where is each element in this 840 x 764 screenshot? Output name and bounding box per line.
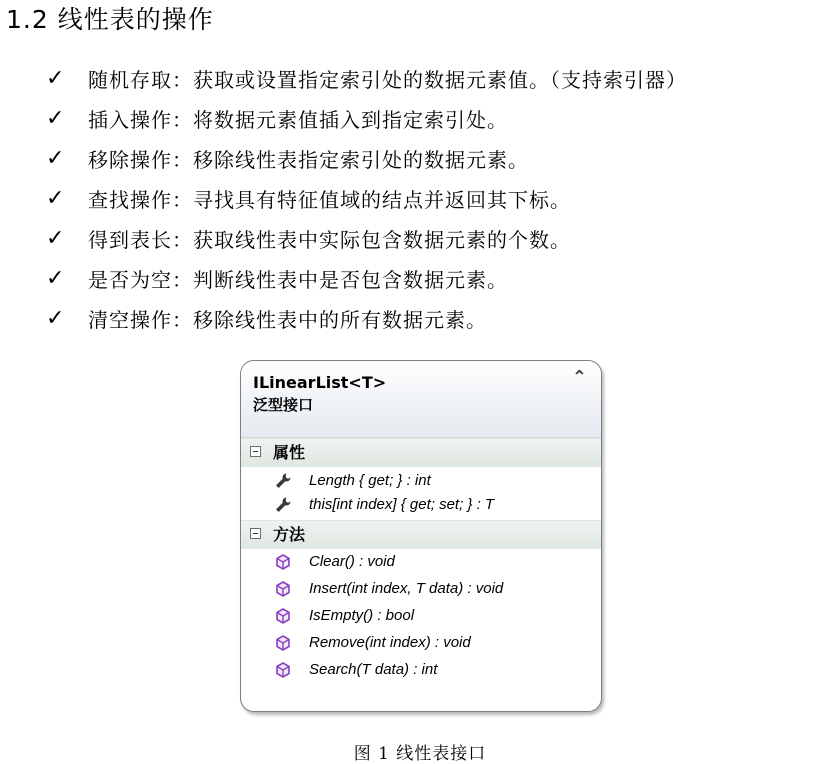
method-text: Insert(int index, T data) : void xyxy=(309,580,504,597)
list-item-text: 随机存取：获取或设置指定索引处的数据元素值。（支持索引器） xyxy=(88,67,687,92)
checkmark-icon: ✓ xyxy=(46,305,65,331)
list-item-text: 查找操作：寻找具有特征值域的结点并返回其下标。 xyxy=(88,187,571,212)
list-item xyxy=(46,58,687,98)
methods-list xyxy=(241,549,601,686)
section-heading: 1.2 线性表的操作 xyxy=(6,5,214,34)
collapse-chevron-icon[interactable]: ⌃ xyxy=(571,367,587,388)
properties-label: 属性 xyxy=(273,443,306,462)
method-text: Remove(int index) : void xyxy=(309,634,471,651)
class-diagram-box xyxy=(240,360,602,712)
figure-caption: 图 1 线性表接口 xyxy=(353,744,487,764)
collapse-toggle-icon[interactable] xyxy=(250,446,261,457)
list-item xyxy=(46,178,687,218)
method-text: IsEmpty() : bool xyxy=(309,607,415,624)
list-item-text: 得到表长：获取线性表中实际包含数据元素的个数。 xyxy=(88,227,571,252)
property-text: Length { get; } : int xyxy=(309,472,431,489)
property-item xyxy=(241,494,601,518)
method-text: Clear() : void xyxy=(309,553,395,570)
operations-list xyxy=(46,58,687,338)
list-item xyxy=(46,98,687,138)
checkmark-icon: ✓ xyxy=(46,265,65,291)
properties-list xyxy=(241,467,601,520)
method-item xyxy=(241,632,601,659)
wrench-icon xyxy=(274,472,292,490)
method-cube-icon xyxy=(274,553,292,571)
method-cube-icon xyxy=(274,634,292,652)
list-item xyxy=(46,138,687,178)
list-item-text: 插入操作：将数据元素值插入到指定索引处。 xyxy=(88,107,508,132)
method-item xyxy=(241,605,601,632)
checkmark-icon: ✓ xyxy=(46,225,65,251)
method-text: Search(T data) : int xyxy=(309,661,438,678)
checkmark-icon: ✓ xyxy=(46,105,65,131)
property-item xyxy=(241,470,601,494)
method-item xyxy=(241,551,601,578)
collapse-toggle-icon[interactable] xyxy=(250,528,261,539)
interface-kind: 泛型接口 xyxy=(253,396,314,414)
checkmark-icon: ✓ xyxy=(46,65,65,91)
property-text: this[int index] { get; set; } : T xyxy=(309,496,495,513)
interface-name: ILinearList<T> xyxy=(253,373,387,392)
list-item xyxy=(46,298,687,338)
list-item xyxy=(46,218,687,258)
list-item xyxy=(46,258,687,298)
properties-section-header[interactable] xyxy=(241,438,601,467)
method-item xyxy=(241,659,601,686)
checkmark-icon: ✓ xyxy=(46,185,65,211)
list-item-text: 移除操作：移除线性表指定索引处的数据元素。 xyxy=(88,147,529,172)
methods-label: 方法 xyxy=(273,525,306,544)
list-item-text: 清空操作：移除线性表中的所有数据元素。 xyxy=(88,307,487,332)
method-cube-icon xyxy=(274,607,292,625)
list-item-text: 是否为空：判断线性表中是否包含数据元素。 xyxy=(88,267,508,292)
method-cube-icon xyxy=(274,580,292,598)
wrench-icon xyxy=(274,496,292,514)
method-item xyxy=(241,578,601,605)
method-cube-icon xyxy=(274,661,292,679)
methods-section-header[interactable] xyxy=(241,520,601,549)
checkmark-icon: ✓ xyxy=(46,145,65,171)
class-diagram-header xyxy=(241,361,601,438)
